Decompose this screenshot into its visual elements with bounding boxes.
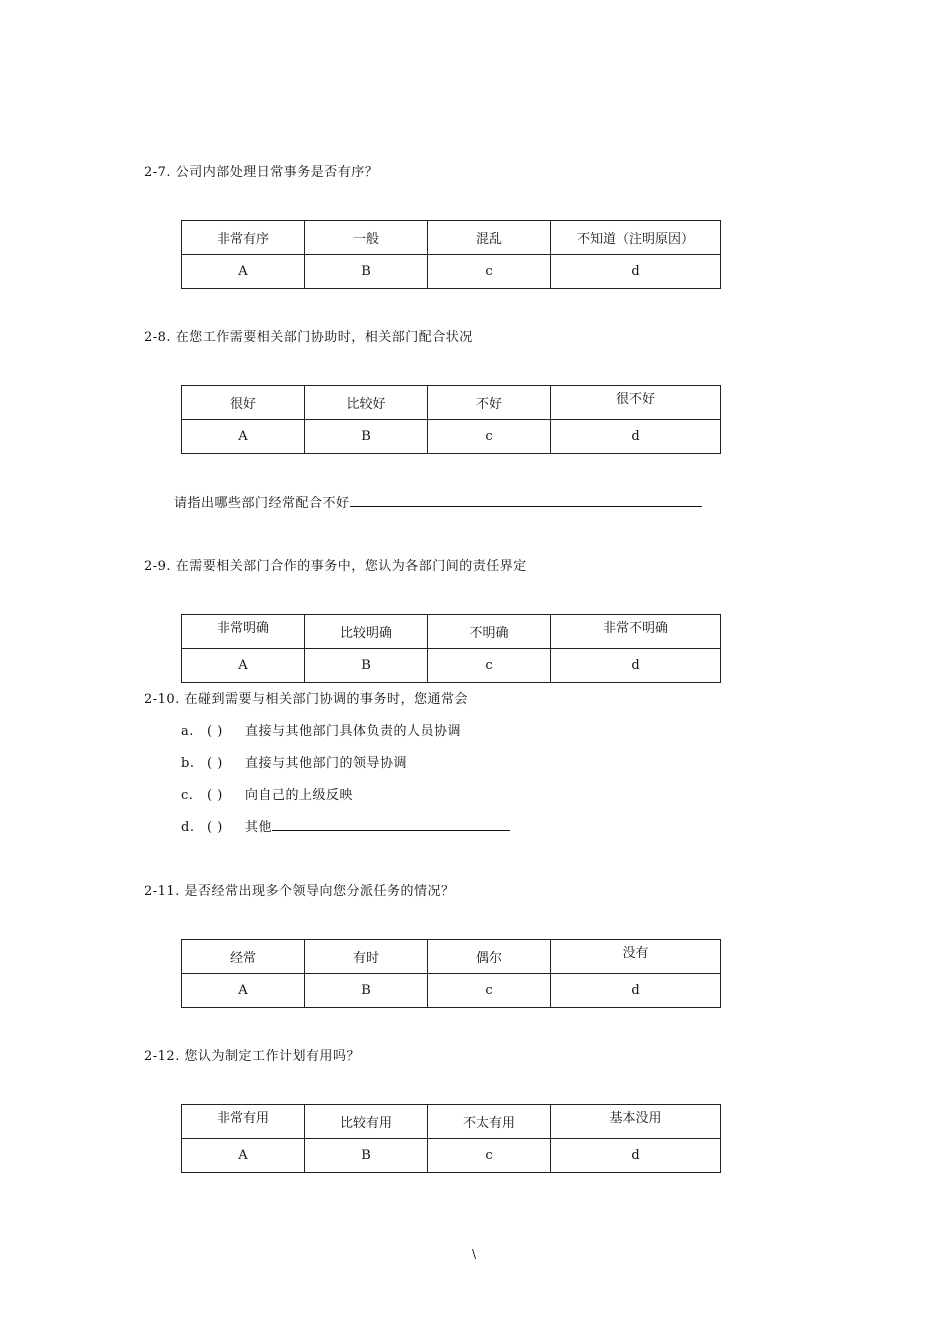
option-code[interactable]: c [428,420,551,454]
option-code[interactable]: B [305,1139,428,1173]
option-header[interactable]: 偶尔 [428,940,551,974]
option-code[interactable]: A [182,649,305,683]
choice-c[interactable]: c. ( ) 向自己的上级反映 [181,788,354,803]
option-code[interactable]: d [551,255,721,289]
question-2-11: 2-11. 是否经常出现多个领导向您分派任务的情况？ [144,884,455,899]
question-2-8: 2-8. 在您工作需要相关部门协助时，相关部门配合状况 [144,330,473,345]
option-code[interactable]: B [305,974,428,1008]
checkbox-paren[interactable]: ( ) [207,788,223,803]
option-header[interactable]: 基本没用 [551,1105,721,1139]
option-code[interactable]: d [551,1139,721,1173]
option-header[interactable]: 比较明确 [305,615,428,649]
answer-table-2-8 [181,385,721,454]
answer-table-2-11 [181,939,721,1008]
checkbox-paren[interactable]: ( ) [207,724,223,739]
choice-b[interactable]: b. ( ) 直接与其他部门的领导协调 [181,756,408,771]
option-code[interactable]: c [428,1139,551,1173]
option-code[interactable]: c [428,649,551,683]
option-header[interactable]: 非常有序 [182,221,305,255]
option-code[interactable]: A [182,255,305,289]
option-header[interactable]: 非常有用 [182,1105,305,1139]
option-code[interactable]: c [428,255,551,289]
option-header[interactable]: 非常不明确 [551,615,721,649]
option-header[interactable]: 非常明确 [182,615,305,649]
option-header[interactable]: 经常 [182,940,305,974]
option-code[interactable]: d [551,420,721,454]
option-header[interactable]: 不明确 [428,615,551,649]
option-header[interactable]: 不知道（注明原因） [551,221,721,255]
fill-in-blank[interactable] [350,492,702,507]
answer-table-2-7 [181,220,721,289]
option-header[interactable]: 一般 [305,221,428,255]
option-code[interactable]: A [182,420,305,454]
choice-d[interactable]: d. ( ) 其他 [181,816,510,835]
option-code[interactable]: c [428,974,551,1008]
option-header[interactable]: 不太有用 [428,1105,551,1139]
followup-label: 请指出哪些部门经常配合不好 [174,496,350,511]
question-2-9: 2-9. 在需要相关部门合作的事务中，您认为各部门间的责任界定 [144,559,527,574]
option-code[interactable]: A [182,1139,305,1173]
option-code[interactable]: B [305,420,428,454]
fill-in-blank[interactable] [272,816,510,831]
option-header[interactable]: 有时 [305,940,428,974]
answer-table-2-12 [181,1104,721,1173]
option-code[interactable]: A [182,974,305,1008]
question-2-12: 2-12. 您认为制定工作计划有用吗？ [144,1049,360,1064]
option-code[interactable]: B [305,255,428,289]
footer-mark: \ [472,1247,477,1261]
option-code[interactable]: d [551,974,721,1008]
option-header[interactable]: 不好 [428,386,551,420]
option-header[interactable]: 很不好 [551,386,721,420]
option-header[interactable]: 混乱 [428,221,551,255]
option-header[interactable]: 比较有用 [305,1105,428,1139]
question-2-10: 2-10. 在碰到需要与相关部门协调的事务时，您通常会 [144,692,468,707]
option-header[interactable]: 比较好 [305,386,428,420]
followup-2-8 [174,492,702,511]
checkbox-paren[interactable]: ( ) [207,820,223,835]
question-2-7: 2-7. 公司内部处理日常事务是否有序？ [144,165,379,180]
option-code[interactable]: B [305,649,428,683]
option-header[interactable]: 很好 [182,386,305,420]
option-header[interactable]: 没有 [551,940,721,974]
option-code[interactable]: d [551,649,721,683]
answer-table-2-9 [181,614,721,683]
checkbox-paren[interactable]: ( ) [207,756,223,771]
choice-a[interactable]: a. ( ) 直接与其他部门具体负责的人员协调 [181,724,462,739]
